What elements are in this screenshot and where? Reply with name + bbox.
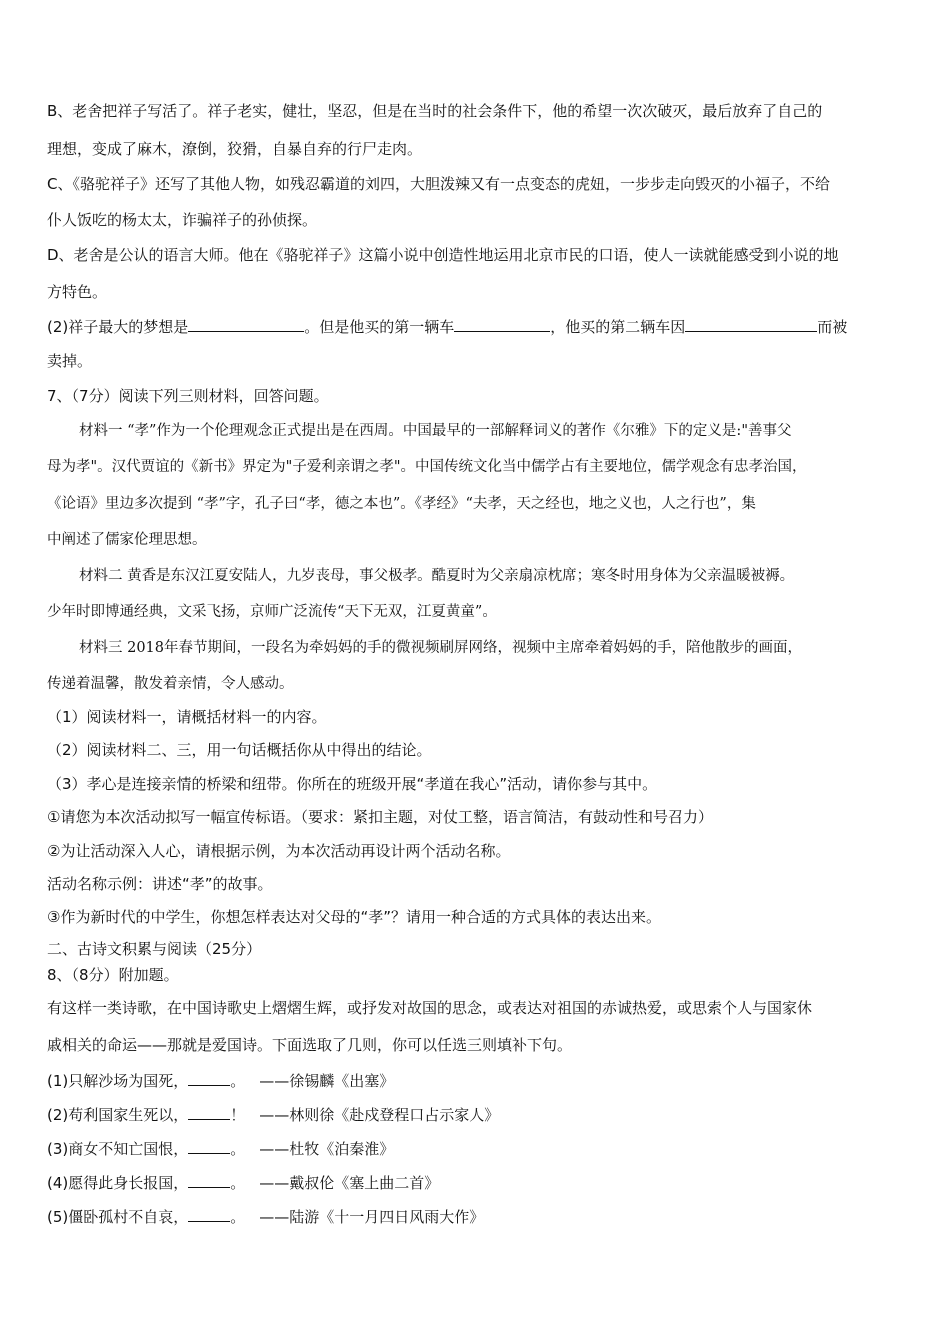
q6-sub2-line1 — [47, 316, 906, 337]
poem-source: ——杜牧《泊秦淮》 — [259, 1140, 395, 1158]
q6-option-b-line2: 理想，变成了麻木，潦倒，狡猾，自暴自弃的行尸走肉。 — [47, 140, 423, 158]
q6-option-d-line2: 方特色。 — [47, 283, 108, 301]
q7-material1-line3: 《论语》里边多次提到 “孝”字，孔子曰“孝，德之本也”。《孝经》“夫孝，天之经也，地之义也，人之行也”，集 — [47, 496, 756, 512]
q7-example: 活动名称示例：讲述“孝”的故事。 — [47, 875, 273, 893]
answer-blank[interactable] — [685, 316, 817, 332]
poem-punct: 。 — [230, 1072, 246, 1090]
q7-sub2: （2）阅读材料二、三，用一句话概括你从中得出的结论。 — [47, 741, 432, 759]
q7-sub1: （1）阅读材料一，请概括材料一的内容。 — [47, 708, 327, 726]
poem-source: ——徐锡麟《出塞》 — [259, 1072, 395, 1090]
q8-intro-line2: 戚相关的命运——那就是爱国诗。下面选取了几则，你可以任选三则填补下句。 — [47, 1036, 573, 1054]
q6-sub2-text-b: 。但是他买的第一辆车 — [304, 318, 455, 336]
poem-punct: ！ — [230, 1106, 246, 1124]
poem-punct: 。 — [230, 1174, 246, 1192]
answer-blank[interactable] — [188, 1070, 230, 1086]
q6-option-c-line2: 仆人饭吃的杨太太，诈骗祥子的孙侦探。 — [47, 211, 318, 229]
poem-item — [47, 1172, 906, 1193]
q7-sub3: （3）孝心是连接亲情的桥梁和纽带。你所在的班级开展“孝道在我心”活动，请你参与其中。 — [47, 775, 658, 793]
q7-material1-line2: 母为孝"。汉代贾谊的《新书》界定为"子爱利亲谓之孝"。中国传统文化当中儒学占有主要地位，儒学观念有忠孝治国， — [47, 459, 807, 475]
poem-punct: 。 — [230, 1208, 246, 1226]
answer-blank[interactable] — [188, 1172, 230, 1188]
answer-blank[interactable] — [454, 316, 550, 332]
q6-sub2-text-d: 而被 — [817, 318, 848, 336]
q7-sub3-item2: ②为让活动深入人心，请根据示例，为本次活动再设计两个活动名称。 — [47, 842, 511, 860]
poem-item — [47, 1070, 906, 1091]
poem-line: (1)只解沙场为国死， — [47, 1072, 189, 1090]
poem-punct: 。 — [230, 1140, 246, 1158]
answer-blank[interactable] — [188, 1138, 230, 1154]
q7-material3-line1: 材料三 2018年春节期间，一段名为牵妈妈的手的微视频刷屏网络，视频中主席牵着妈妈的手，陪他散步的画面， — [79, 640, 803, 656]
q7-material3-line2: 传递着温馨，散发着亲情，令人感动。 — [47, 676, 294, 692]
poem-source: ——陆游《十一月四日风雨大作》 — [259, 1208, 485, 1226]
q7-material2-line2: 少年时即博通经典，文采飞扬，京师广泛流传“天下无双，江夏黄童”。 — [47, 604, 497, 620]
poem-line: (5)僵卧孤村不自哀， — [47, 1208, 189, 1226]
poem-item — [47, 1206, 906, 1227]
poem-item — [47, 1138, 906, 1159]
q7-material1-line1: 材料一 “孝”作为一个伦理观念正式提出是在西周。中国最早的一部解释词义的著作《尔雅》下的定义是:"善事父 — [79, 423, 792, 439]
q6-option-b-line1: B、老舍把祥子写活了。祥子老实，健壮，坚忍，但是在当时的社会条件下，他的希望一次次破灭，最后放弃了自己的 — [47, 102, 823, 120]
poem-source: ——戴叔伦《塞上曲二首》 — [259, 1174, 440, 1192]
answer-blank[interactable] — [188, 1104, 230, 1120]
q7-material1-line4: 中阐述了儒家伦理思想。 — [47, 532, 207, 548]
q8-intro-line1: 有这样一类诗歌，在中国诗歌史上熠熠生辉，或抒发对故国的思念，或表达对祖国的赤诚热爱，或思索个人与国家休 — [47, 999, 813, 1017]
section-heading: 二、古诗文积累与阅读（25分） — [47, 940, 262, 958]
q7-title: 7、（7分）阅读下列三则材料，回答问题。 — [47, 387, 329, 405]
poem-line: (3)商女不知亡国恨， — [47, 1140, 189, 1158]
answer-blank[interactable] — [188, 316, 304, 332]
q7-material2-line1: 材料二 黄香是东汉江夏安陆人，九岁丧母，事父极孝。酷夏时为父亲扇凉枕席；寒冬时用身体为父亲温暖被褥。 — [79, 568, 795, 584]
answer-blank[interactable] — [188, 1206, 230, 1222]
q6-option-c-line1: C、《骆驼祥子》还写了其他人物，如残忍霸道的刘四，大胆泼辣又有一点变态的虎妞，一步步走向毁灭的小福子，不给 — [47, 175, 830, 193]
q7-sub3-item3: ③作为新时代的中学生，你想怎样表达对父母的“孝”？请用一种合适的方式具体的表达出来。 — [47, 908, 661, 926]
q7-sub3-item1: ①请您为本次活动拟写一幅宣传标语。（要求：紧扣主题，对仗工整，语言简洁，有鼓动性和号召力） — [47, 808, 713, 826]
q8-title: 8、（8分）附加题。 — [47, 966, 179, 984]
q6-sub2-text-a: (2)祥子最大的梦想是 — [47, 318, 189, 336]
q6-sub2-text-c: ，他买的第二辆车因 — [550, 318, 686, 336]
poem-item — [47, 1104, 906, 1125]
q6-option-d-line1: D、老舍是公认的语言大师。他在《骆驼祥子》这篇小说中创造性地运用北京市民的口语，使人一读就能感受到小说的地 — [47, 246, 839, 264]
poem-line: (4)愿得此身长报国， — [47, 1174, 189, 1192]
poem-source: ——林则徐《赴戍登程口占示家人》 — [259, 1106, 500, 1124]
q6-sub2-line2: 卖掉。 — [47, 352, 93, 370]
poem-line: (2)苟利国家生死以， — [47, 1106, 189, 1124]
